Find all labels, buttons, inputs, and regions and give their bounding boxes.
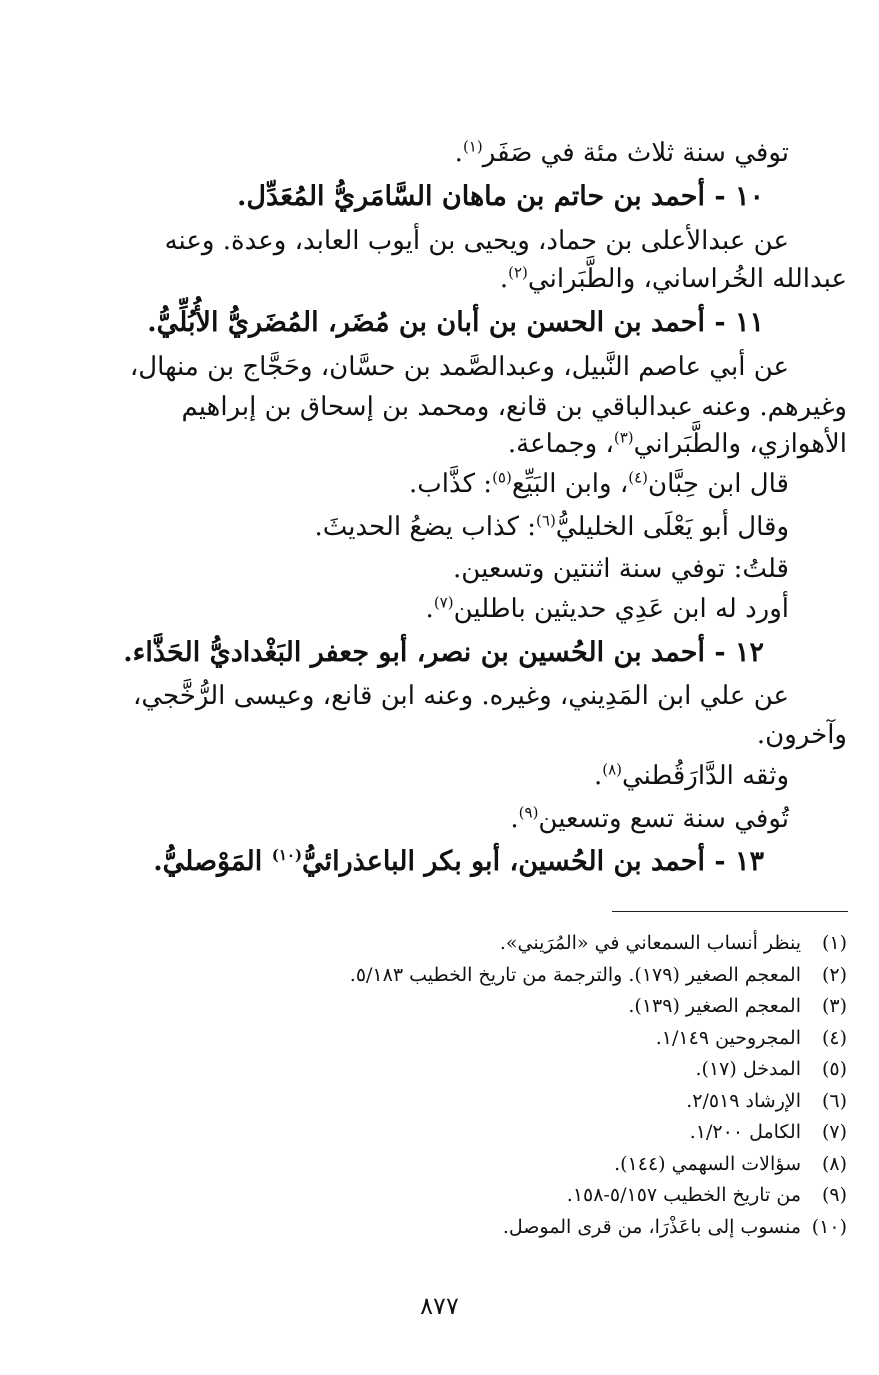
footnote-ref: (٨) bbox=[602, 760, 622, 779]
footnote-text: من تاريخ الخطيب ٥/١٥٧-١٥٨. bbox=[566, 1184, 801, 1206]
footnote-ref: (٣) bbox=[613, 428, 634, 447]
footnote-number: (٣) bbox=[821, 995, 847, 1017]
body-text: عن أبي عاصم النَّبيل، وعبدالصَّمد بن حسَّان، وحَجَّاج بن منهال، bbox=[129, 352, 789, 382]
body-line bbox=[426, 590, 789, 628]
footnote-ref: (١) bbox=[462, 137, 483, 156]
page-number: ٨٧٧ bbox=[420, 1292, 459, 1320]
body-text: أورد له ابن عَدِي حديثين باطلين bbox=[453, 594, 789, 624]
body-text: وآخرون. bbox=[756, 720, 847, 750]
body-line bbox=[757, 716, 847, 754]
footnote-text: المدخل (١٧). bbox=[695, 1058, 801, 1080]
footnote-text: سؤالات السهمي (١٤٤). bbox=[614, 1152, 801, 1175]
footnote-number: (٢) bbox=[821, 963, 847, 986]
entry-heading-text: ١٣ - أحمد بن الحُسين، أبو بكر الباعذرائيُّ bbox=[302, 846, 764, 877]
body-text: . bbox=[454, 138, 463, 168]
entry-heading-10 bbox=[237, 178, 764, 216]
footnote-ref: (٢) bbox=[508, 263, 528, 282]
body-line bbox=[409, 465, 789, 503]
entry-heading-text: المَوْصليُّ. bbox=[153, 846, 272, 877]
body-text: عبدالله الخُراساني، والطَّبَراني bbox=[527, 264, 847, 294]
body-text: . bbox=[425, 594, 434, 624]
body-text: وقال أبو يَعْلَى الخليليُّ bbox=[555, 512, 789, 542]
footnote-text: الإرشاد ٢/٥١٩. bbox=[686, 1089, 801, 1112]
footnote-number: (٦) bbox=[821, 1089, 847, 1112]
body-text: وثقه الدَّارَقُطني bbox=[622, 761, 789, 791]
footnote-number: (٤) bbox=[821, 1026, 847, 1049]
body-line bbox=[510, 800, 789, 838]
body-text: ، وجماعة. bbox=[507, 429, 614, 459]
footnote-item bbox=[614, 1149, 847, 1179]
body-text: ، وابن البَيِّع bbox=[511, 469, 629, 499]
entry-heading-text: ١٢ - أحمد بن الحُسين بن نصر، أبو جعفر البَغْداديُّ الحَذَّاء. bbox=[123, 637, 764, 668]
body-line bbox=[508, 425, 847, 463]
entry-heading-11 bbox=[147, 304, 764, 342]
footnote-item bbox=[628, 991, 847, 1021]
entry-heading-text: ١٠ - أحمد بن حاتم بن ماهان السَّامَريُّ المُعَدِّل. bbox=[237, 181, 764, 212]
body-text: . bbox=[593, 761, 603, 791]
entry-heading-12 bbox=[123, 634, 764, 672]
body-text: الأهوازي، والطَّبَراني bbox=[633, 429, 847, 459]
body-text: عن عبدالأعلى بن حماد، ويحيى بن أيوب العابد، وعدة. وعنه bbox=[164, 226, 789, 256]
footnote-text: المجروحين ١/١٤٩. bbox=[655, 1026, 801, 1049]
body-line bbox=[594, 757, 789, 795]
body-text: عن علي ابن المَدِيني، وغيره. وعنه ابن قانع، وعيسى الرُّخَّجي، bbox=[132, 681, 789, 711]
body-line bbox=[455, 134, 789, 172]
body-line bbox=[453, 550, 789, 588]
footnote-item bbox=[656, 1023, 847, 1053]
footnote-text: منسوب إلى باعَذْرَا، من قرى الموصل. bbox=[502, 1215, 801, 1238]
entry-heading-13 bbox=[153, 843, 764, 881]
footnote-text: الكامل ١/٢٠٠. bbox=[689, 1121, 801, 1143]
footnote-ref: (٩) bbox=[518, 803, 539, 822]
footnote-text: المعجم الصغير (١٧٩). والترجمة من تاريخ الخطيب ٥/١٨٣. bbox=[349, 963, 801, 986]
footnote-text: ينظر أنساب السمعاني في «المُرَيني». bbox=[499, 932, 801, 954]
body-text: توفي سنة ثلاث مئة في صَفَر bbox=[482, 138, 789, 168]
body-text: . bbox=[510, 804, 519, 834]
footnote-item bbox=[503, 1212, 847, 1242]
body-text: تُوفي سنة تسع وتسعين bbox=[538, 804, 789, 834]
body-text: : كذَّاب. bbox=[409, 469, 493, 499]
body-line bbox=[315, 508, 790, 546]
footnote-item bbox=[350, 960, 847, 990]
footnote-number: (٧) bbox=[821, 1121, 847, 1143]
body-line bbox=[89, 222, 789, 260]
body-line bbox=[89, 348, 789, 386]
footnote-item bbox=[696, 1054, 848, 1084]
footnote-ref: (٤) bbox=[628, 468, 649, 487]
footnote-item bbox=[690, 1117, 847, 1147]
footnote-number: (١٠) bbox=[811, 1215, 847, 1238]
body-text: وغيرهم. وعنه عبدالباقي بن قانع، ومحمد بن إسحاق بن إبراهيم bbox=[181, 392, 847, 422]
footnote-ref: (٧) bbox=[433, 593, 454, 612]
footnote-ref: (١٠) bbox=[271, 846, 303, 864]
footnote-ref: (٦) bbox=[536, 511, 556, 530]
footnote-item bbox=[500, 928, 847, 958]
footnote-item bbox=[567, 1180, 847, 1210]
footnote-item bbox=[686, 1086, 847, 1116]
body-text: قال ابن حِبَّان bbox=[648, 469, 789, 499]
body-line bbox=[500, 260, 847, 298]
body-text: : كذاب يضعُ الحديثَ. bbox=[314, 512, 537, 542]
entry-heading-text: ١١ - أحمد بن الحسن بن أبان بن مُضَر، المُضَريُّ الأُبُلِّيُّ. bbox=[147, 307, 764, 338]
body-text: قلتُ: توفي سنة اثنتين وتسعين. bbox=[453, 554, 789, 584]
footnote-text: المعجم الصغير (١٣٩). bbox=[628, 995, 801, 1017]
body-line bbox=[34, 677, 789, 715]
footnote-number: (١) bbox=[821, 932, 847, 954]
footnote-ref: (٥) bbox=[492, 468, 512, 487]
footnote-number: (٥) bbox=[821, 1058, 847, 1080]
body-line bbox=[137, 388, 847, 426]
footnote-number: (٨) bbox=[821, 1152, 847, 1175]
body-text: . bbox=[499, 264, 509, 294]
footnote-divider bbox=[612, 911, 848, 912]
footnote-number: (٩) bbox=[821, 1184, 847, 1206]
